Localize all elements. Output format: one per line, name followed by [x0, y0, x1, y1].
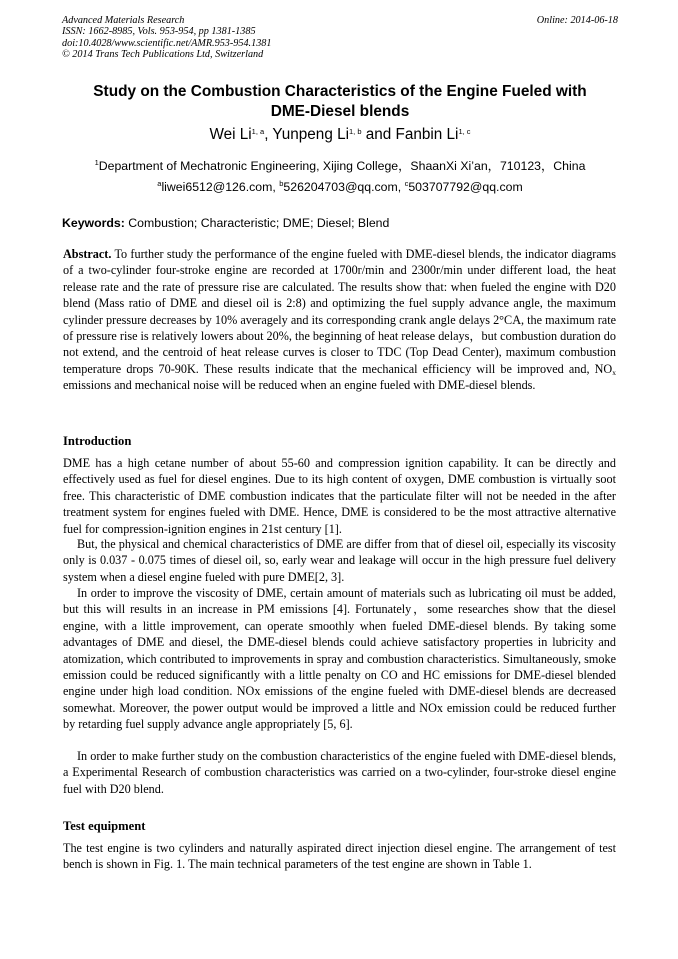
email-mark: a: [157, 179, 162, 188]
email-separator: ,: [397, 180, 405, 194]
intro-paragraph-4: In order to make further study on the combustion characteristics of the engine fueled with DME-diesel blends, a Experimental Research of combustion characteristics was carried on a two-cylinder, four-stroke diesel engine fuel with D20 blend.: [63, 749, 616, 796]
author-affil-mark: 1, b: [348, 127, 362, 136]
title-line-1: Study on the Combustion Characteristics of the Engine Fueled with: [93, 83, 587, 100]
email-address[interactable]: liwei6512@126.com: [161, 180, 273, 194]
affiliation: [62, 156, 618, 176]
test-equipment-heading: Test equipment: [63, 819, 146, 833]
online-date: Online: 2014-06-18: [536, 15, 618, 26]
copyright-line: © 2014 Trans Tech Publications Ltd, Switzerland: [62, 49, 264, 61]
author-list: [62, 125, 618, 145]
email-separator: ,: [272, 180, 280, 194]
email-mark: c: [404, 179, 409, 188]
doi-line[interactable]: doi:10.4028/www.scientific.net/AMR.953-954.1381: [62, 37, 272, 49]
intro-paragraph-3: In order to improve the viscosity of DME, certain amount of materials such as lubricating oil must be added, but this will results in an increase in PM emissions [4]. Fortunately，some researches show that the diesel engine, with a little improvement, can operate smoothly when fueled DME-diesel blends. By taking some advantages of DME and diesel, the DME-diesel blends could achieve satisfactory properties in lubricity and atomization, which contributed to improvements in spray and combustion characteristics. Simultaneously, smoke emission could be reduced significantly with a little penalty on CO and HC emissions for DME-diesel blended engine under high load condition. NOx emissions of the engine fueled with DME-diesel blends are decreased somewhat. Moreover, the power output would be improved a little and NOx emission could be reduced further by retarding fuel supply advance angle appropriately [5, 6].: [63, 586, 616, 732]
email-mark: b: [279, 179, 284, 188]
affiliation-text: Department of Mechatronic Engineering, Xijing College，ShaanXi Xi’an，710123，China: [98, 159, 586, 173]
abstract-text-1: To further study the performance of the engine fueled with DME-diesel blends, the indicator diagrams of a two-cylinder four-stroke engine are recorded at 1700r/min and 2300r/min under different load, the heat release rate and the rate of pressure rise are calculated. The results show that: when fueled the engine with D20 blend (Mass ratio of DME and diesel oil is 2:8) and optimizing the fuel supply advance angle, the maximum cylinder pressure decreases by 10% averagely and its corresponding crank angle delays 2°CA, the maximum rate of pressure rise is relatively lowers about 20%, the beginning of heat release delays，but combustion duration do not extend, and the centroid of heat release curves is closer to TDC (Top Dead Center), maximum combustion temperature drops 70-90K. These results indicate that the mechanical efficiency will be improved and, NO: [63, 247, 616, 376]
keywords-label: Keywords:: [62, 216, 125, 230]
keywords: [62, 215, 618, 231]
author-name: Yunpeng Li: [272, 126, 349, 143]
author-name: Wei Li: [209, 126, 252, 143]
title-line-2: DME-Diesel blends: [270, 103, 410, 120]
abstract-text-2: emissions and mechanical noise will be reduced when an engine fueled with DME-diesel blends.: [63, 378, 536, 393]
email-address[interactable]: 526204703@qq.com: [283, 180, 398, 194]
keywords-text: Combustion; Characteristic; DME; Diesel; Blend: [124, 216, 390, 230]
intro-paragraph-2-text: the physical and chemical characteristics of DME are differ from that of diesel oil, especially its viscosity only is 0.037 - 0.075 times of diesel oil, so, early wear and leakage will occur in the high pressure fuel delivery system when a diesel engine fueled with pure DME[2, 3].: [63, 537, 616, 584]
intro-paragraph-2-lead: But,: [77, 537, 98, 551]
abstract: [63, 246, 616, 394]
intro-paragraph-2: [63, 536, 616, 585]
author-affil-mark: 1, c: [458, 127, 471, 136]
email-address[interactable]: 503707792@qq.com: [408, 180, 523, 194]
email-list: [62, 177, 618, 197]
affiliation-mark: 1: [94, 158, 99, 167]
journal-header: [62, 15, 618, 61]
introduction-heading: Introduction: [63, 434, 132, 448]
journal-name: Advanced Materials Research: [62, 15, 185, 26]
author-affil-mark: 1, a: [251, 127, 265, 136]
author-conjunction: and: [361, 126, 396, 143]
abstract-label: Abstract.: [63, 247, 112, 261]
intro-paragraph-1: DME has a high cetane number of about 55-60 and compression ignition capability. It can be directly and effectively used as fuel for diesel engines. Due to its high content of oxygen, DME combustion is virtually soot free. This characteristic of DME combustion indicates that the particulate filter will not be needed in the after treatment system for engines fueled with DME. Hence, DME is considered to be the most attractive alternative fuel for compression-ignition engines in 21st century [1].: [63, 456, 616, 536]
test-equipment-paragraph: The test engine is two cylinders and naturally aspirated direct injection diesel engine. The arrangement of test bench is shown in Fig. 1. The main technical parameters of the test engine are shown in Table 1.: [63, 841, 616, 872]
abstract-subscript: x: [612, 367, 616, 377]
paper-title: [62, 82, 618, 122]
author-name: Fanbin Li: [395, 126, 459, 143]
issn-line: ISSN: 1662-8985, Vols. 953-954, pp 1381-1385: [62, 26, 256, 38]
author-separator: ,: [264, 126, 273, 143]
